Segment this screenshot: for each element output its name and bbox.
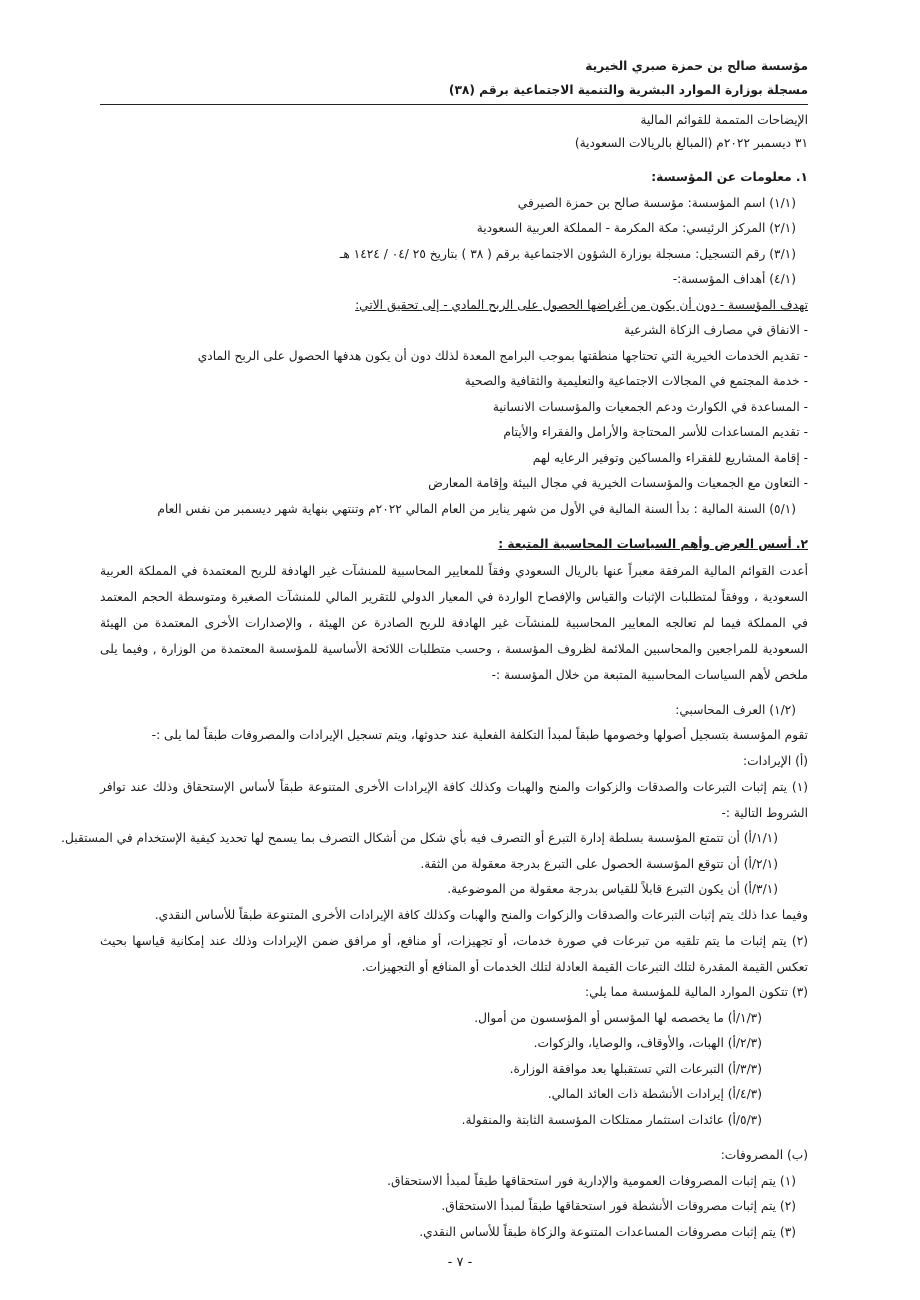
expense-item: (١) يتم إثبات المصروفات العمومية والإدارية فور استحقاقها طبقاً لمبدأ الاستحقاق.	[387, 1173, 796, 1188]
condition-item: (٢/١/أ) أن تتوقع المؤسسة الحصول على التبرع بدرجة معقولة من الثقة.	[420, 856, 778, 871]
condition-item: (٣/١/أ) أن يكون التبرع قابلاً للقياس بدرجة معقولة من الموضوعية.	[447, 882, 778, 896]
goal-item: - المساعدة في الكوارث ودعم الجمعيات والمؤسسات الانسانية	[492, 399, 808, 414]
org-hq-line: (٢/١) المركز الرئيسي: مكة المكرمة - المملكة العربية السعودية	[476, 221, 796, 235]
expense-item: (٣) يتم إثبات مصروفات المساعدات المتنوعة والزكاة طبقاً للأساس النقدي.	[419, 1224, 796, 1239]
page-number: - ٧ -	[447, 1255, 473, 1270]
goal-item: - تقديم المساعدات للأسر المحتاجة والأرامل والفقراء والأيتام	[503, 425, 808, 439]
resource-item: (٤/٣/أ) إيرادات الأنشطة ذات العائد المالي.	[547, 1087, 762, 1101]
section1-heading: ١. معلومات عن المؤسسة:	[651, 170, 808, 184]
resource-item: (١/٣/أ) ما يخصصه لها المؤسس أو المؤسسون من أموال.	[474, 1010, 762, 1025]
organization-header	[100, 54, 808, 102]
resource-item: (٥/٣/أ) عائدات استثمار ممتلكات المؤسسة الثابتة والمنقولة.	[461, 1112, 762, 1127]
accounting-custom-title: (١/٢) العرف المحاسبي:	[675, 702, 796, 717]
otherwise-line: وفيما عدا ذلك يتم إثبات التبرعات والصدقات والزكوات والمنح والهبات وكذلك كافة الإيرادات الأخرى المتنوعة طبقاً للأساس النقدي.	[154, 907, 808, 922]
org-registration-line: (٣/١) رقم التسجيل: مسجلة بوزارة الشؤون الاجتماعية برقم ( ٣٨ ) بتاريخ ٢٥ /٠٤ / ١٤٢٤ هـ	[339, 246, 796, 261]
goal-item: - خدمة المجتمع في المجالات الاجتماعية والتعليمية والثقافية والصحية	[464, 374, 808, 388]
goal-item: - الانفاق في مصارف الزكاة الشرعية	[623, 323, 808, 337]
condition-item: (١/١/أ) أن تتمتع المؤسسة بسلطة إدارة التبرع أو التصرف فيه بأي شكل من أشكال التصرف بما يسمح لها تحديد كيفية الإستخدام في المستقبل.	[61, 831, 778, 845]
organization-name: مؤسسة صالح بن حمزة صبري الخيرية	[585, 59, 808, 73]
revenue-item-2: (٢) يتم إثبات ما يتم تلقيه من تبرعات في صورة خدمات، أو تجهيزات، أو منافع، أو مرافق ضمن الإيرادات وذلك عند إمكانية قياسها بحيث تعكس القيمة المقدرة لتلك التبرعات القيمة العادلة لتلك الخدمات أو المنافع أو التجهيزات.	[100, 934, 808, 974]
expenses-title: (ب) المصروفات:	[720, 1148, 808, 1162]
goals-title: (٤/١) أهداف المؤسسة:-	[672, 272, 796, 286]
statements-date: ٣١ ديسمبر ٢٠٢٢م (المبالغ بالريالات السعودية)	[574, 136, 808, 150]
org-name-line: (١/١) اسم المؤسسة: مؤسسة صالح بن حمزة الصيرفي	[517, 195, 796, 210]
resource-item: (٢/٣/أ) الهبات، والأوقاف، والوصايا، والزكوات.	[533, 1036, 762, 1050]
fiscal-year-line: (٥/١) السنة المالية : بدأ السنة المالية في الأول من شهر يناير من العام المالي ٢٠٢٢م وتنتهي بنهاية شهر ديسمبر من نفس العام	[157, 501, 796, 516]
revenues-title: (أ) الإيرادات:	[742, 753, 808, 768]
organization-registration: مسجلة بوزارة الموارد البشرية والتنمية الاجتماعية برقم (٣٨)	[448, 83, 808, 97]
expense-item: (٢) يتم إثبات مصروفات الأنشطة فور استحقاقها طبقاً لمبدأ الاستحقاق.	[441, 1199, 796, 1213]
goal-item: - تقديم الخدمات الخيرية التي تحتاجها منطقتها بموجب البرامج المعدة لذلك دون أن يكون هدفها الحصول على الربح المادي	[197, 348, 808, 363]
goals-intro: تهدف المؤسسة - دون أن يكون من أغراضها الحصول على الربح المادي - إلى تحقيق الاتي:	[355, 297, 808, 312]
goal-item: - التعاون مع الجمعيات والمؤسسات الخيرية في مجال البيئة وإقامة المعارض	[428, 476, 808, 490]
accounting-custom-text: تقوم المؤسسة بتسجيل أصولها وخصومها طبقاً لمبدأ التكلفة الفعلية عند حدوثها، ويتم تسجيل الإيرادات والمصروفات طبقاً لما يلى :-	[151, 728, 808, 742]
resource-item: (٣/٣/أ) التبرعات التي تستقبلها بعد موافقة الوزارة.	[509, 1061, 762, 1076]
revenue-item-3: (٣) تتكون الموارد المالية للمؤسسة مما يلي:	[585, 985, 808, 999]
section2-heading: ٢. أسس العرض وأهم السياسات المحاسبية المتبعة :	[498, 537, 808, 551]
statements-title: الإيضاحات المتممة للقوائم المالية	[640, 113, 808, 127]
goal-item: - إقامة المشاريع للفقراء والمساكين وتوفير الرعايه لهم	[532, 450, 808, 465]
basis-paragraph: أعدت القوائم المالية المرفقة معبراً عنها بالريال السعودي وفقاً للمعايير المحاسبية للمنشآت غير الهادفة للربح المعتمدة في المملكة العربية السعودية ، ووفقاً لمتطلبات الإثبات والقياس والإفصاح الواردة في المعيار الدولي للتقرير المالي للمنشآت الصغيرة ومتوسطة الحجم المعتمد في المملكة فيما لم تعالجه المعايير المحاسبية للمنشآت غير الهادفة للربح الصادرة عن الهيئة ، والإصدارات الأخرى المعتمدة من الهيئة السعودية للمراجعين والمحاسبين الملائمة لظروف المؤسسة ، وحسب متطلبات اللائحة الأساسية للمؤسسة المعتمدة من الوزارة , وفيما يلى ملخص لأهم السياسات المحاسبية المتبعة من خلال المؤسسة :-	[100, 563, 808, 682]
header-divider	[100, 104, 808, 105]
revenue-item-1: (١) يتم إثبات التبرعات والصدقات والزكوات والمنح والهبات وكذلك كافة الإيرادات الأخرى المتنوعة طبقاً لأساس الإستحقاق وذلك عند توافر الشروط التالية :-	[100, 780, 808, 820]
